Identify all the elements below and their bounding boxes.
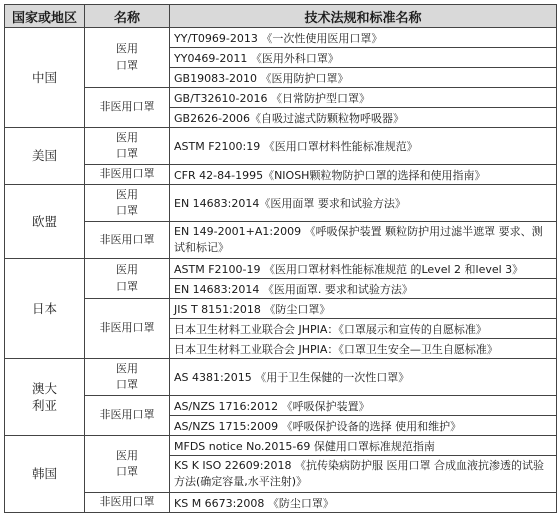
category-cell: 非医用口罩 [85, 88, 170, 128]
standard-cell: ASTM F2100:19 《医用口罩材料性能标准规范》 [170, 128, 557, 165]
category-cell [85, 436, 170, 493]
standard-cell: GB2626-2006《自吸过滤式防颗粒物呼吸器》 [170, 108, 557, 128]
standard-cell: AS/NZS 1715:2009 《呼吸保护设备的选择 使用和维护》 [170, 416, 557, 436]
category-line: 口罩 [116, 279, 138, 293]
table-row [5, 359, 557, 396]
header-category: 名称 [85, 5, 170, 28]
standards-table [4, 4, 557, 513]
table-row [5, 28, 557, 48]
category-line: 医用 [116, 361, 138, 375]
standard-cell: GB/T32610-2016 《日常防护型口罩》 [170, 88, 557, 108]
table-header-row [5, 5, 557, 28]
standard-cell: JIS T 8151:2018 《防尘口罩》 [170, 299, 557, 319]
region-line: 利亚 [31, 398, 57, 413]
region-cell: 中国 [5, 28, 85, 128]
table-row [5, 493, 557, 513]
table-row [5, 185, 557, 222]
table-row [5, 259, 557, 279]
category-cell [85, 28, 170, 88]
category-cell: 非医用口罩 [85, 299, 170, 359]
category-cell: 非医用口罩 [85, 493, 170, 513]
region-cell: 欧盟 [5, 185, 85, 259]
category-cell: 非医用口罩 [85, 165, 170, 185]
standard-cell: 日本卫生材料工业联合会 JHPIA：《口罩卫生安全—卫生自愿标准》 [170, 339, 557, 359]
region-cell: 美国 [5, 128, 85, 185]
standard-cell: AS 4381:2015 《用于卫生保健的一次性口罩》 [170, 359, 557, 396]
standard-cell: AS/NZS 1716:2012 《呼吸保护装置》 [170, 396, 557, 416]
standard-cell: MFDS notice No.2015-69 保健用口罩标准规范指南 [170, 436, 557, 456]
category-line: 口罩 [116, 204, 138, 217]
table-row [5, 299, 557, 319]
category-line: 医用 [116, 187, 138, 201]
standard-cell: EN 14683:2014 《医用面罩. 要求和试验方法》 [170, 279, 557, 299]
table-row [5, 128, 557, 165]
category-cell: 非医用口罩 [85, 396, 170, 436]
category-line: 医用 [116, 448, 138, 462]
category-line: 口罩 [116, 465, 138, 478]
standard-cell: 日本卫生材料工业联合会 JHPIA：《口罩展示和宣传的自愿标准》 [170, 319, 557, 339]
table-row [5, 165, 557, 185]
category-line: 口罩 [116, 378, 138, 391]
category-cell [85, 128, 170, 165]
region-cell [5, 359, 85, 436]
region-cell: 日本 [5, 259, 85, 359]
header-standard: 技术法规和标准名称 [170, 5, 557, 28]
region-cell: 韩国 [5, 436, 85, 513]
standard-cell: ASTM F2100-19 《医用口罩材料性能标准规范 的Level 2 和level 3》 [170, 259, 557, 279]
standard-cell: KS K ISO 22609:2018 《抗传染病防护服 医用口罩 合成血液抗渗透的试验方法(确定容量,水平注射)》 [170, 456, 557, 493]
table-row [5, 436, 557, 456]
category-line: 医用 [116, 42, 138, 55]
standard-cell: CFR 42-84-1995《NIOSH颗粒物防护口罩的选择和使用指南》 [170, 165, 557, 185]
standard-cell: GB19083-2010 《医用防护口罩》 [170, 68, 557, 88]
standard-cell: YY/T0969-2013 《一次性使用医用口罩》 [170, 28, 557, 48]
category-cell [85, 259, 170, 299]
header-region: 国家或地区 [5, 5, 85, 28]
category-line: 口罩 [116, 58, 138, 72]
table-row [5, 396, 557, 416]
table-row [5, 88, 557, 108]
standard-cell: YY0469-2011 《医用外科口罩》 [170, 48, 557, 68]
table-row [5, 222, 557, 259]
category-cell [85, 185, 170, 222]
category-cell: 非医用口罩 [85, 222, 170, 259]
standard-cell: KS M 6673:2008 《防尘口罩》 [170, 493, 557, 513]
category-line: 医用 [116, 130, 138, 144]
category-cell [85, 359, 170, 396]
region-line: 澳大 [31, 380, 57, 396]
standard-cell: EN 149-2001+A1:2009 《呼吸保护装置 颗粒防护用过滤半遮罩 要求、测试和标记》 [170, 222, 557, 259]
category-line: 医用 [116, 263, 138, 276]
standard-cell: EN 14683:2014《医用面罩 要求和试验方法》 [170, 185, 557, 222]
category-line: 口罩 [116, 147, 138, 160]
